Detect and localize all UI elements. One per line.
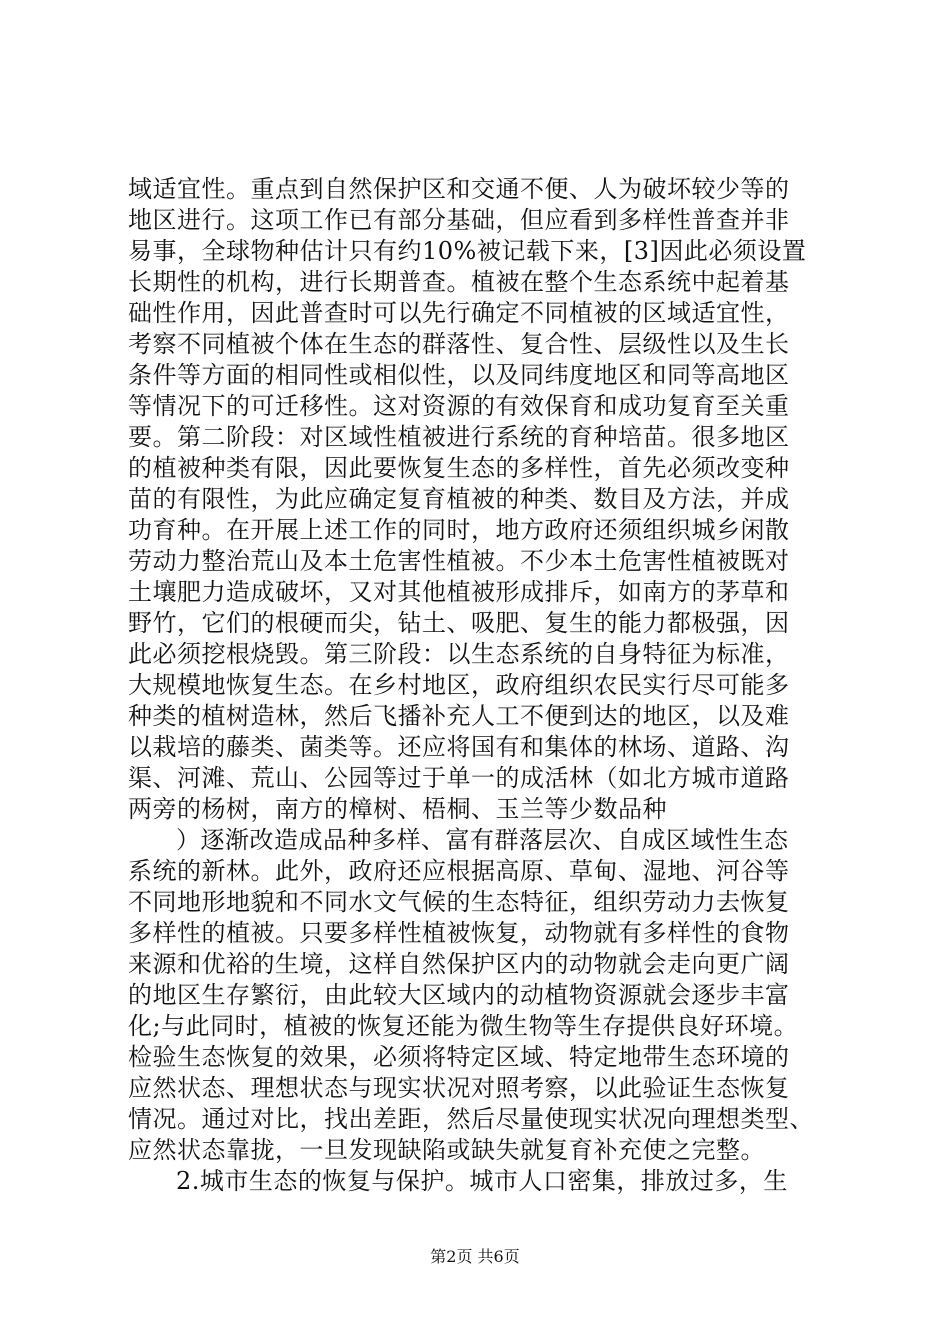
text-line: 大规模地恢复生态。在乡村地区，政府组织农民实行尽可能多 — [128, 671, 790, 699]
text-line: 系统的新林。此外，政府还应根据高原、草甸、湿地、河谷等 — [128, 857, 790, 885]
text-line: 种类的植树造林，然后飞播补充人工不便到达的地区，以及难 — [128, 702, 790, 730]
text-line: 应然状态靠拢，一旦发现缺陷或缺失就复育补充使之完整。 — [128, 1136, 765, 1164]
text-line: 条件等方面的相同性或相似性，以及同纬度地区和同等高地区 — [128, 361, 790, 389]
text-line: 多样性的植被。只要多样性植被恢复，动物就有多样性的食物 — [128, 919, 790, 947]
text-line: 等情况下的可迁移性。这对资源的有效保育和成功复育至关重 — [128, 392, 790, 420]
text-line: 检验生态恢复的效果，必须将特定区域、特定地带生态环境的 — [128, 1043, 790, 1071]
text-line: 苗的有限性，为此应确定复育植被的种类、数目及方法，并成 — [128, 485, 790, 513]
text-line: 不同地形地貌和不同水文气候的生态特征，组织劳动力去恢复 — [128, 888, 790, 916]
text-line: 的植被种类有限，因此要恢复生态的多样性，首先必须改变种 — [128, 454, 790, 482]
text-line: 长期性的机构，进行长期普查。植被在整个生态系统中起着基 — [128, 268, 790, 296]
text-line: 土壤肥力造成破坏，又对其他植被形成排斥，如南方的茅草和 — [128, 578, 790, 606]
text-line: 以栽培的藤类、菌类等。还应将国有和集体的林场、道路、沟 — [128, 733, 790, 761]
text-line: 功育种。在开展上述工作的同时，地方政府还须组织城乡闲散 — [128, 516, 790, 544]
text-line: 域适宜性。重点到自然保护区和交通不便、人为破坏较少等的 — [128, 175, 790, 203]
text-line: 情况。通过对比，找出差距，然后尽量使现实状况向理想类型、 — [128, 1105, 814, 1133]
text-line: 的地区生存繁衍，由此较大区域内的动植物资源就会逐步丰富 — [128, 981, 790, 1009]
text-line: 渠、河滩、荒山、公园等过于单一的成活林（如北方城市道路 — [128, 764, 790, 792]
text-line: 此必须挖根烧毁。第三阶段：以生态系统的自身特征为标准， — [128, 640, 790, 668]
text-line: 易事，全球物种估计只有约10%被记载下来，[3]因此必须设置 — [128, 237, 807, 265]
text-line: 野竹，它们的根硬而尖，钻土、吸肥、复生的能力都极强，因 — [128, 609, 790, 637]
page-number-footer: 第2页 共6页 — [430, 1247, 520, 1266]
text-line: 应然状态、理想状态与现实状况对照考察，以此验证生态恢复 — [128, 1074, 790, 1102]
text-line: 2.城市生态的恢复与保护。城市人口密集，排放过多，生 — [176, 1167, 788, 1195]
text-line: 来源和优裕的生境，这样自然保护区内的动物就会走向更广阔 — [128, 950, 790, 978]
text-line: 础性作用，因此普查时可以先行确定不同植被的区域适宜性， — [128, 299, 790, 327]
text-line: ）逐渐改造成品种多样、富有群落层次、自成区域性生态 — [176, 826, 789, 854]
body-text — [128, 174, 828, 1197]
text-line: 要。第二阶段：对区域性植被进行系统的育种培苗。很多地区 — [128, 423, 790, 451]
text-line: 劳动力整治荒山及本土危害性植被。不少本土危害性植被既对 — [128, 547, 790, 575]
text-line: 两旁的杨树，南方的樟树、梧桐、玉兰等少数品种 — [128, 795, 667, 823]
text-line: 地区进行。这项工作已有部分基础，但应看到多样性普查并非 — [128, 206, 790, 234]
text-line: 化;与此同时，植被的恢复还能为微生物等生存提供良好环境。 — [128, 1012, 799, 1040]
text-line: 考察不同植被个体在生态的群落性、复合性、层级性以及生长 — [128, 330, 790, 358]
